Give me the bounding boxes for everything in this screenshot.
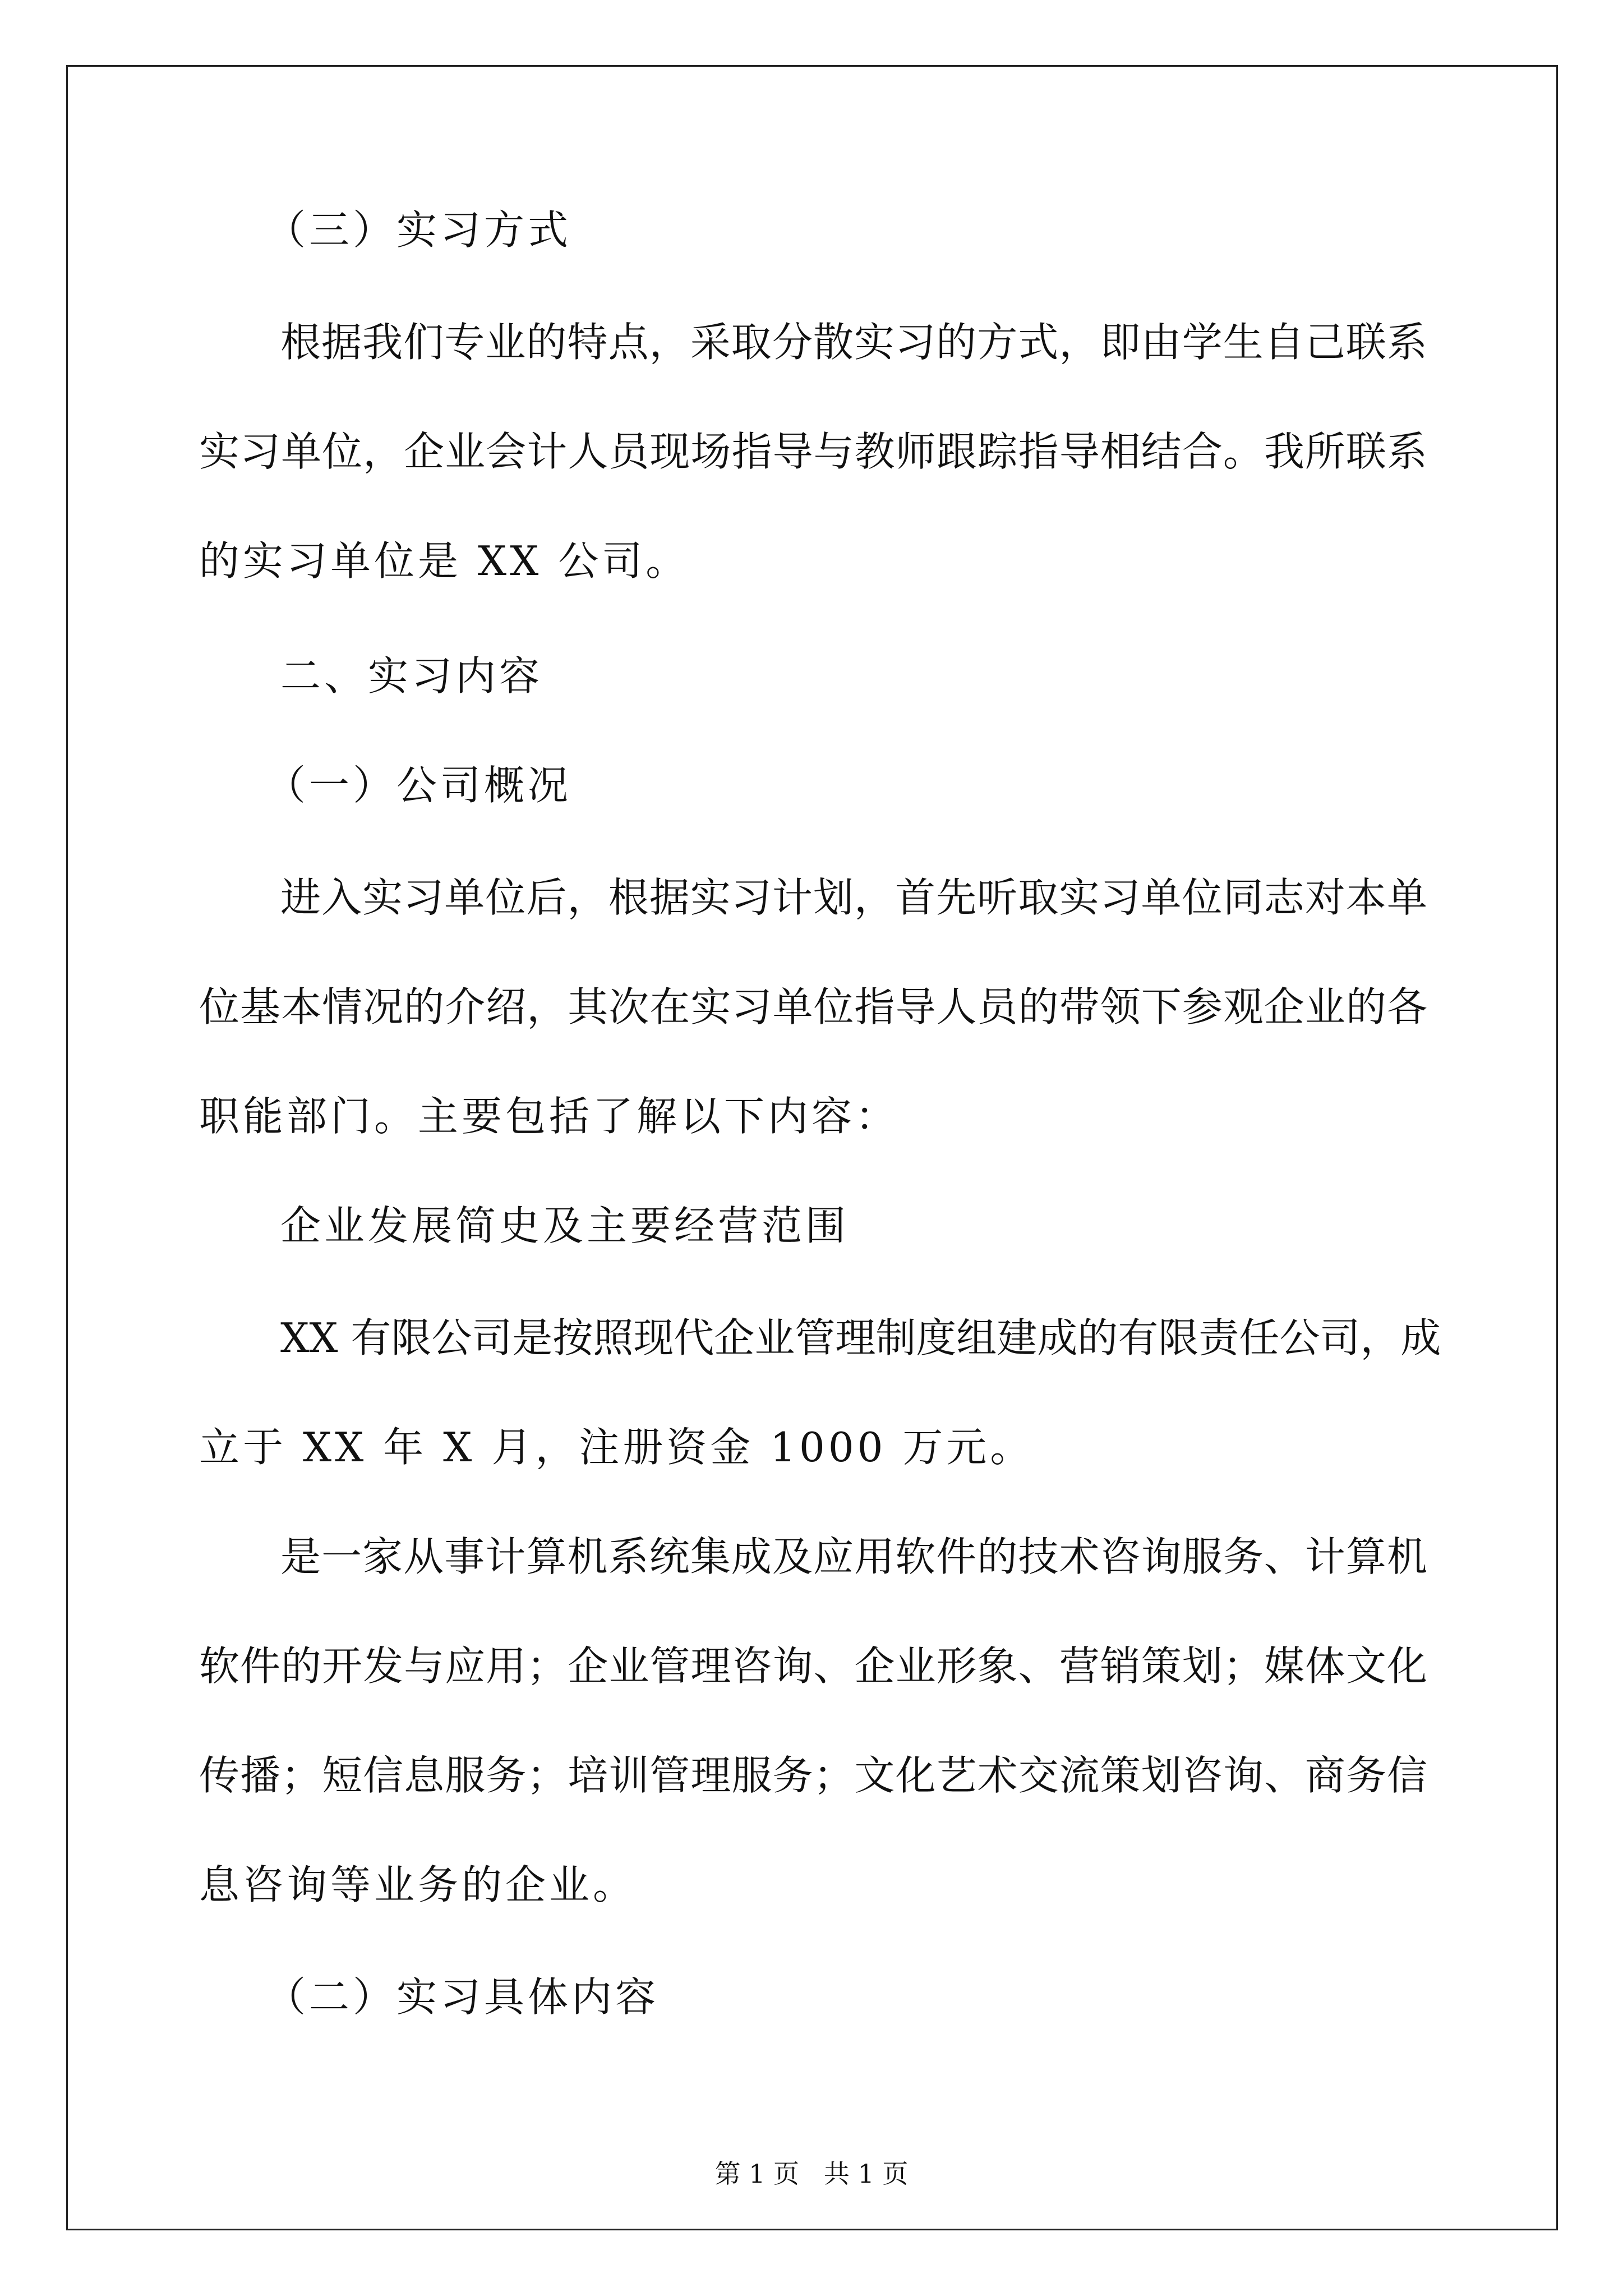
section-heading-internship-content: 二、实习内容 xyxy=(280,652,543,700)
subheading-company-overview: （一）公司概况 xyxy=(265,762,572,809)
paragraph-line: 软件的开发与应用；企业管理咨询、企业形象、营销策划；媒体文化 xyxy=(199,1642,1427,1690)
paragraph-line: 根据我们专业的特点，采取分散实习的方式，即由学生自己联系 xyxy=(280,319,1427,366)
paragraph-line: 实习单位，企业会计人员现场指导与教师跟踪指导相结合。我所联系 xyxy=(199,428,1427,475)
paragraph-line: 是一家从事计算机系统集成及应用软件的技术咨询服务、计算机 xyxy=(280,1533,1427,1580)
subheading-company-history: 企业发展简史及主要经营范围 xyxy=(280,1202,850,1249)
paragraph-line: 息咨询等业务的企业。 xyxy=(199,1861,637,1908)
paragraph-line: 传播；短信息服务；培训管理服务；文化艺术交流策划咨询、商务信 xyxy=(199,1752,1427,1799)
subheading-internship-details: （二）实习具体内容 xyxy=(265,1973,660,2021)
page-number-footer: 第 1 页 共 1 页 xyxy=(714,2159,909,2189)
section-heading-internship-method: （三）实习方式 xyxy=(265,206,572,254)
paragraph-line: 职能部门。主要包括了解以下内容： xyxy=(199,1093,900,1140)
paragraph-line: 位基本情况的介绍，其次在实习单位指导人员的带领下参观企业的各 xyxy=(199,983,1427,1030)
paragraph-line: 的实习单位是 XX 公司。 xyxy=(199,537,690,585)
paragraph-line: XX 有限公司是按照现代企业管理制度组建成的有限责任公司，成 xyxy=(280,1314,1441,1361)
paragraph-line: 立于 XX 年 X 月，注册资金 1000 万元。 xyxy=(199,1424,1034,1471)
paragraph-line: 进入实习单位后，根据实习计划，首先听取实习单位同志对本单 xyxy=(280,874,1427,921)
